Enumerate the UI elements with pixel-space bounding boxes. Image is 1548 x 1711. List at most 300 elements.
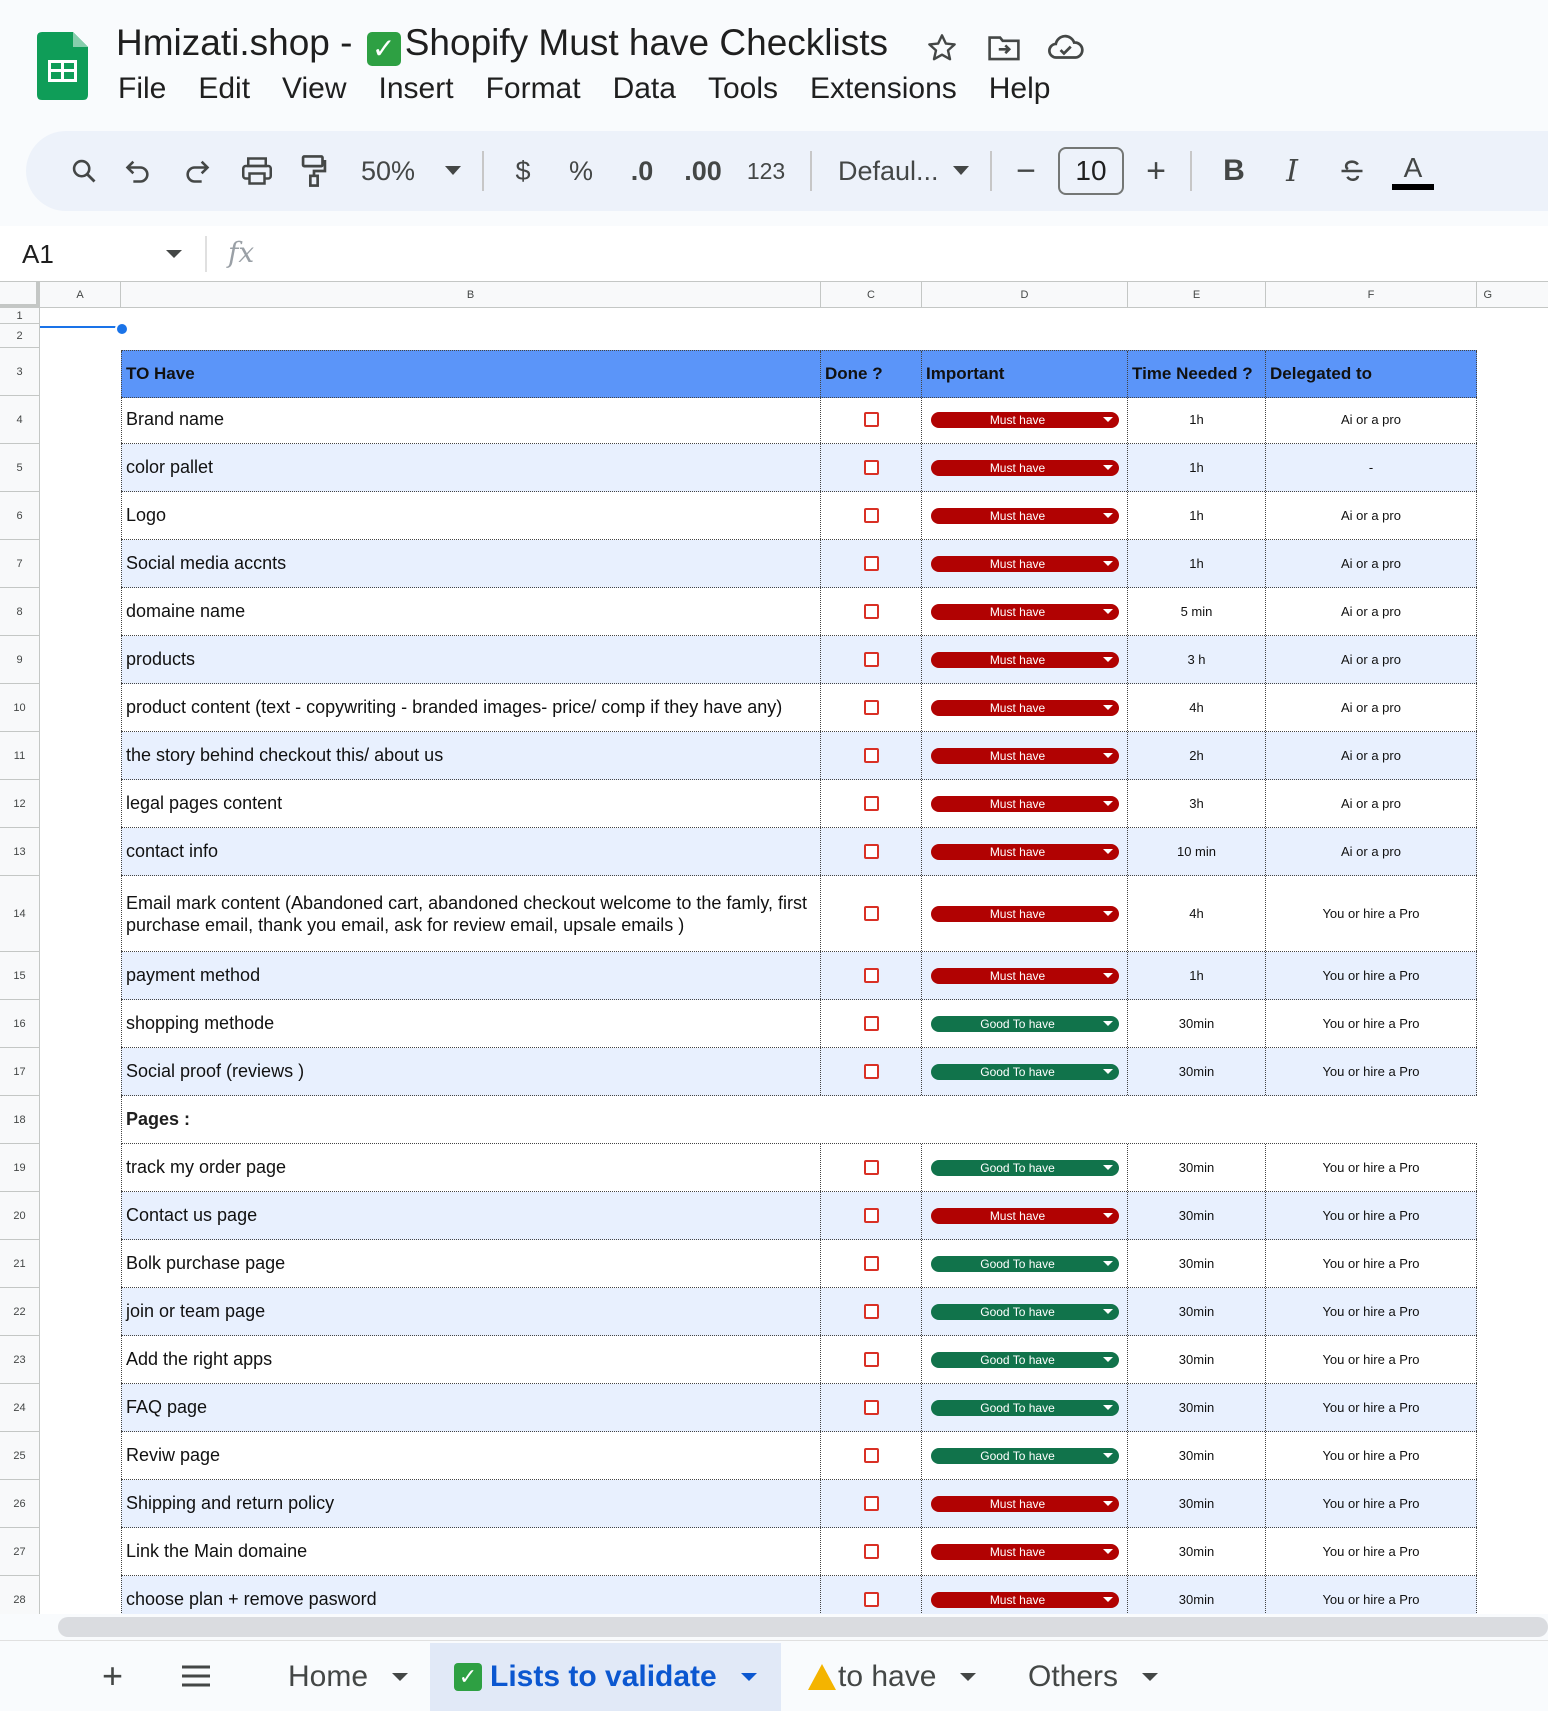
- menu-format[interactable]: Format: [485, 72, 581, 105]
- done-cell[interactable]: [821, 540, 922, 587]
- task-cell[interactable]: contact info: [121, 828, 821, 875]
- time-cell[interactable]: 1h: [1128, 396, 1266, 443]
- done-cell[interactable]: [821, 952, 922, 999]
- time-cell[interactable]: 30min: [1128, 1240, 1266, 1287]
- priority-cell[interactable]: [922, 444, 1128, 491]
- done-checkbox[interactable]: [864, 906, 879, 921]
- delegate-cell[interactable]: Ai or a pro: [1266, 780, 1477, 827]
- time-cell[interactable]: 1h: [1128, 492, 1266, 539]
- done-checkbox[interactable]: [864, 1400, 879, 1415]
- priority-chip[interactable]: [931, 1160, 1119, 1176]
- priority-chip[interactable]: [931, 1448, 1119, 1464]
- column-header-b[interactable]: B: [121, 282, 821, 308]
- name-box-dropdown-icon[interactable]: [166, 250, 182, 258]
- font-dropdown-icon[interactable]: [946, 147, 976, 195]
- task-cell[interactable]: color pallet: [121, 444, 821, 491]
- row-header[interactable]: 16: [0, 1000, 40, 1048]
- tab-to-have-label: to have: [838, 1660, 937, 1693]
- row-header[interactable]: 19: [0, 1144, 40, 1192]
- done-checkbox[interactable]: [864, 1352, 879, 1367]
- table-row: [121, 876, 1477, 952]
- toolbar-divider: [990, 151, 992, 191]
- paint-format-icon[interactable]: [290, 147, 338, 195]
- row-header[interactable]: 24: [0, 1384, 40, 1432]
- print-icon[interactable]: [224, 147, 290, 195]
- spreadsheet-grid[interactable]: [0, 282, 1548, 1614]
- task-cell[interactable]: Link the Main domaine: [121, 1528, 821, 1575]
- table-row: [121, 492, 1477, 540]
- time-cell[interactable]: 1h: [1128, 952, 1266, 999]
- delegate-cell[interactable]: You or hire a Pro: [1266, 1384, 1477, 1431]
- chevron-down-icon: [1103, 849, 1113, 854]
- priority-chip[interactable]: [931, 968, 1119, 984]
- priority-chip[interactable]: [931, 604, 1119, 620]
- time-cell[interactable]: 4h: [1128, 684, 1266, 731]
- row-header[interactable]: 22: [0, 1288, 40, 1336]
- all-sheets-menu-icon[interactable]: [180, 1655, 212, 1697]
- horizontal-scrollbar[interactable]: [58, 1617, 1548, 1637]
- priority-cell[interactable]: [922, 1576, 1128, 1614]
- done-cell[interactable]: [821, 780, 922, 827]
- column-header-d[interactable]: D: [922, 282, 1128, 308]
- task-cell[interactable]: Social proof (reviews ): [121, 1048, 821, 1095]
- priority-chip[interactable]: [931, 556, 1119, 572]
- done-cell[interactable]: [821, 444, 922, 491]
- delegate-cell[interactable]: You or hire a Pro: [1266, 1240, 1477, 1287]
- task-cell[interactable]: payment method: [121, 952, 821, 999]
- table-row: [121, 588, 1477, 636]
- strikethrough-icon[interactable]: [1322, 147, 1382, 195]
- redo-icon[interactable]: [170, 147, 224, 195]
- task-cell[interactable]: join or team page: [121, 1288, 821, 1335]
- delegate-cell[interactable]: Ai or a pro: [1266, 732, 1477, 779]
- row-header[interactable]: 23: [0, 1336, 40, 1384]
- time-cell[interactable]: 3h: [1128, 780, 1266, 827]
- done-checkbox[interactable]: [864, 1448, 879, 1463]
- formula-input[interactable]: [270, 234, 1530, 274]
- time-cell[interactable]: 30min: [1128, 1480, 1266, 1527]
- menu-view[interactable]: View: [282, 72, 347, 105]
- decrease-decimal-label: .0: [630, 155, 654, 186]
- decrease-font-size-button[interactable]: −: [1016, 151, 1036, 190]
- row-header[interactable]: 7: [0, 540, 40, 588]
- task-cell[interactable]: legal pages content: [121, 780, 821, 827]
- currency-format-button[interactable]: $: [515, 155, 531, 186]
- delegate-cell[interactable]: Ai or a pro: [1266, 588, 1477, 635]
- priority-label: Good To have: [980, 1256, 1055, 1271]
- row-header[interactable]: 2: [0, 324, 40, 348]
- chevron-down-icon: [1103, 1453, 1113, 1458]
- priority-label: Must have: [989, 748, 1046, 763]
- task-cell[interactable]: Brand name: [121, 396, 821, 443]
- priority-cell[interactable]: [922, 732, 1128, 779]
- priority-label: Must have: [989, 700, 1046, 715]
- task-cell[interactable]: track my order page: [121, 1144, 821, 1191]
- row-header[interactable]: 21: [0, 1240, 40, 1288]
- priority-chip[interactable]: [931, 1352, 1119, 1368]
- priority-cell[interactable]: [922, 1480, 1128, 1527]
- done-checkbox[interactable]: [864, 1208, 879, 1223]
- done-cell[interactable]: [821, 828, 922, 875]
- time-cell[interactable]: 30min: [1128, 1000, 1266, 1047]
- time-cell[interactable]: 1h: [1128, 444, 1266, 491]
- row-header[interactable]: 14: [0, 876, 40, 952]
- row-header[interactable]: 20: [0, 1192, 40, 1240]
- done-cell[interactable]: [821, 1384, 922, 1431]
- done-checkbox[interactable]: [864, 604, 879, 619]
- italic-button[interactable]: I: [1286, 153, 1298, 189]
- time-cell[interactable]: 30min: [1128, 1528, 1266, 1575]
- priority-chip[interactable]: [931, 412, 1119, 428]
- delegate-cell[interactable]: You or hire a Pro: [1266, 1480, 1477, 1527]
- priority-chip[interactable]: [931, 1208, 1119, 1224]
- section-label-pages[interactable]: Pages :: [121, 1096, 1477, 1144]
- delegate-cell[interactable]: You or hire a Pro: [1266, 1336, 1477, 1383]
- done-checkbox[interactable]: [864, 652, 879, 667]
- time-cell[interactable]: 30min: [1128, 1432, 1266, 1479]
- time-cell[interactable]: 1h: [1128, 540, 1266, 587]
- done-cell[interactable]: [821, 1576, 922, 1614]
- delegate-cell[interactable]: -: [1266, 444, 1477, 491]
- done-checkbox[interactable]: [864, 508, 879, 523]
- chevron-down-icon: [1103, 417, 1113, 422]
- row-header[interactable]: 4: [0, 396, 40, 444]
- delegate-cell[interactable]: You or hire a Pro: [1266, 1144, 1477, 1191]
- task-cell[interactable]: Logo: [121, 492, 821, 539]
- header-time-needed[interactable]: Time Needed ?: [1128, 351, 1266, 397]
- priority-cell[interactable]: [922, 828, 1128, 875]
- row-header[interactable]: 9: [0, 636, 40, 684]
- priority-chip[interactable]: [931, 1304, 1119, 1320]
- search-icon[interactable]: [62, 147, 106, 195]
- time-cell[interactable]: 2h: [1128, 732, 1266, 779]
- row-header[interactable]: 12: [0, 780, 40, 828]
- task-cell[interactable]: FAQ page: [121, 1384, 821, 1431]
- priority-label: Must have: [989, 1592, 1046, 1607]
- menu-data[interactable]: Data: [612, 72, 676, 105]
- header-done[interactable]: Done ?: [821, 351, 922, 397]
- task-cell[interactable]: Add the right apps: [121, 1336, 821, 1383]
- delegate-cell[interactable]: Ai or a pro: [1266, 684, 1477, 731]
- done-cell[interactable]: [821, 1528, 922, 1575]
- done-cell[interactable]: [821, 636, 922, 683]
- increase-font-size-button[interactable]: +: [1146, 151, 1166, 190]
- sheets-logo-icon[interactable]: [37, 32, 88, 100]
- priority-cell[interactable]: [922, 636, 1128, 683]
- chevron-down-icon: [1103, 1261, 1113, 1266]
- done-checkbox[interactable]: [864, 1016, 879, 1031]
- done-cell[interactable]: [821, 588, 922, 635]
- menu-extensions[interactable]: Extensions: [810, 72, 957, 105]
- task-cell[interactable]: Contact us page: [121, 1192, 821, 1239]
- chevron-down-icon[interactable]: [1142, 1673, 1158, 1681]
- priority-chip[interactable]: [931, 1400, 1119, 1416]
- document-title[interactable]: [116, 22, 888, 66]
- done-checkbox[interactable]: [864, 796, 879, 811]
- column-header-f[interactable]: F: [1266, 282, 1477, 308]
- done-cell[interactable]: [821, 396, 922, 443]
- more-formats-button[interactable]: 123: [746, 157, 786, 184]
- delegate-cell[interactable]: You or hire a Pro: [1266, 876, 1477, 951]
- column-header-c[interactable]: C: [821, 282, 922, 308]
- toolbar-divider: [482, 151, 484, 191]
- time-cell[interactable]: 10 min: [1128, 828, 1266, 875]
- cloud-status-icon[interactable]: [1046, 28, 1086, 68]
- row-header[interactable]: 11: [0, 732, 40, 780]
- row-header[interactable]: 27: [0, 1528, 40, 1576]
- done-cell[interactable]: [821, 1240, 922, 1287]
- done-cell[interactable]: [821, 1480, 922, 1527]
- row-header[interactable]: 13: [0, 828, 40, 876]
- sheet-tabs-bar: [0, 1640, 1548, 1710]
- delegate-cell[interactable]: You or hire a Pro: [1266, 1576, 1477, 1614]
- percent-format-button[interactable]: %: [568, 155, 593, 186]
- row-header[interactable]: 18: [0, 1096, 40, 1144]
- priority-cell[interactable]: [922, 1144, 1128, 1191]
- priority-chip[interactable]: [931, 652, 1119, 668]
- text-color-button[interactable]: [1382, 147, 1444, 195]
- task-cell[interactable]: shopping methode: [121, 1000, 821, 1047]
- tab-lists-label: Lists to validate: [490, 1660, 717, 1693]
- done-cell[interactable]: [821, 876, 922, 951]
- name-box[interactable]: A1: [22, 239, 54, 269]
- priority-chip[interactable]: [931, 1544, 1119, 1560]
- priority-cell[interactable]: [922, 1048, 1128, 1095]
- delegate-cell[interactable]: You or hire a Pro: [1266, 1528, 1477, 1575]
- done-checkbox[interactable]: [864, 460, 879, 475]
- row-header[interactable]: 28: [0, 1576, 40, 1614]
- menu-help[interactable]: Help: [988, 72, 1051, 105]
- add-sheet-button[interactable]: +: [102, 1655, 124, 1696]
- priority-label: Good To have: [980, 1304, 1055, 1319]
- fill-handle[interactable]: [115, 322, 129, 336]
- column-header-e[interactable]: E: [1128, 282, 1266, 308]
- row-header[interactable]: 3: [0, 348, 40, 396]
- chevron-down-icon[interactable]: [741, 1673, 757, 1681]
- table-row: [121, 1480, 1477, 1528]
- done-checkbox[interactable]: [864, 1160, 879, 1175]
- zoom-value[interactable]: 50%: [360, 155, 416, 186]
- done-checkbox[interactable]: [864, 1256, 879, 1271]
- done-cell[interactable]: [821, 1432, 922, 1479]
- priority-chip[interactable]: [931, 460, 1119, 476]
- row-header[interactable]: 5: [0, 444, 40, 492]
- row-header[interactable]: 1: [0, 308, 40, 324]
- priority-cell[interactable]: [922, 1384, 1128, 1431]
- delegate-cell[interactable]: You or hire a Pro: [1266, 1288, 1477, 1335]
- title-bar: [0, 0, 1548, 128]
- priority-label: Must have: [989, 460, 1046, 475]
- column-header-a[interactable]: A: [40, 282, 121, 308]
- delegate-cell[interactable]: You or hire a Pro: [1266, 1048, 1477, 1095]
- bold-button[interactable]: B: [1223, 154, 1245, 187]
- font-size-input[interactable]: 10: [1058, 147, 1124, 195]
- delegate-cell[interactable]: Ai or a pro: [1266, 540, 1477, 587]
- task-cell[interactable]: Social media accnts: [121, 540, 821, 587]
- selected-cell-a1[interactable]: [40, 308, 121, 328]
- chevron-down-icon: [1103, 657, 1113, 662]
- chevron-down-icon: [1103, 561, 1113, 566]
- undo-icon[interactable]: [106, 147, 170, 195]
- delegate-cell[interactable]: Ai or a pro: [1266, 828, 1477, 875]
- check-mark-icon: ✓: [367, 32, 401, 66]
- done-checkbox[interactable]: [864, 1064, 879, 1079]
- menu-file[interactable]: File: [118, 72, 167, 105]
- tab-lists-to-validate[interactable]: [430, 1643, 781, 1711]
- done-checkbox[interactable]: [864, 700, 879, 715]
- row-header[interactable]: 15: [0, 952, 40, 1000]
- time-cell[interactable]: 30min: [1128, 1048, 1266, 1095]
- priority-cell[interactable]: [922, 396, 1128, 443]
- task-cell[interactable]: choose plan + remove pasword: [121, 1576, 821, 1614]
- task-cell[interactable]: Bolk purchase page: [121, 1240, 821, 1287]
- time-cell[interactable]: 30min: [1128, 1384, 1266, 1431]
- chevron-down-icon[interactable]: [392, 1673, 408, 1681]
- row-header[interactable]: 17: [0, 1048, 40, 1096]
- priority-cell[interactable]: [922, 1240, 1128, 1287]
- done-cell[interactable]: [821, 1192, 922, 1239]
- done-cell[interactable]: [821, 1144, 922, 1191]
- text-color-swatch: [1392, 184, 1434, 190]
- priority-cell[interactable]: [922, 1528, 1128, 1575]
- task-cell[interactable]: the story behind checkout this/ about us: [121, 732, 821, 779]
- menu-insert[interactable]: Insert: [378, 72, 454, 105]
- delegate-cell[interactable]: You or hire a Pro: [1266, 1000, 1477, 1047]
- priority-chip[interactable]: [931, 796, 1119, 812]
- row-header[interactable]: 25: [0, 1432, 40, 1480]
- priority-label: Must have: [989, 412, 1046, 427]
- done-checkbox[interactable]: [864, 1304, 879, 1319]
- priority-cell[interactable]: [922, 876, 1128, 951]
- time-cell[interactable]: 5 min: [1128, 588, 1266, 635]
- tab-home[interactable]: [264, 1643, 432, 1711]
- menu-edit[interactable]: Edit: [198, 72, 251, 105]
- delegate-cell[interactable]: You or hire a Pro: [1266, 952, 1477, 999]
- done-cell[interactable]: [821, 1336, 922, 1383]
- priority-cell[interactable]: [922, 540, 1128, 587]
- column-header-g[interactable]: G: [1477, 282, 1548, 308]
- priority-cell[interactable]: [922, 1288, 1128, 1335]
- time-cell[interactable]: 30min: [1128, 1144, 1266, 1191]
- row-header[interactable]: 6: [0, 492, 40, 540]
- time-cell[interactable]: 4h: [1128, 876, 1266, 951]
- delegate-cell[interactable]: Ai or a pro: [1266, 636, 1477, 683]
- priority-cell[interactable]: [922, 1432, 1128, 1479]
- decrease-decimal-button[interactable]: [614, 147, 670, 195]
- chevron-down-icon: [1103, 609, 1113, 614]
- text-color-label: A: [1403, 152, 1423, 183]
- delegate-cell[interactable]: Ai or a pro: [1266, 396, 1477, 443]
- priority-cell[interactable]: [922, 1192, 1128, 1239]
- done-checkbox[interactable]: [864, 748, 879, 763]
- done-checkbox[interactable]: [864, 968, 879, 983]
- time-cell[interactable]: 30min: [1128, 1576, 1266, 1614]
- header-to-have[interactable]: TO Have: [121, 351, 821, 397]
- priority-cell[interactable]: [922, 780, 1128, 827]
- priority-chip[interactable]: [931, 1016, 1119, 1032]
- task-cell[interactable]: Email mark content (Abandoned cart, abandoned checkout welcome to the famly, first purchase email, thank you email, ask for review email, upsale emails ): [121, 876, 821, 951]
- done-cell[interactable]: [821, 684, 922, 731]
- priority-chip[interactable]: [931, 1064, 1119, 1080]
- priority-chip[interactable]: [931, 1256, 1119, 1272]
- done-checkbox[interactable]: [864, 844, 879, 859]
- header-delegated-to[interactable]: Delegated to: [1266, 351, 1477, 397]
- done-cell[interactable]: [821, 1000, 922, 1047]
- priority-label: Must have: [989, 968, 1046, 983]
- chevron-down-icon: [1103, 1165, 1113, 1170]
- select-all-corner[interactable]: [0, 282, 40, 308]
- tab-others[interactable]: [1004, 1643, 1182, 1711]
- chevron-down-icon: [1103, 513, 1113, 518]
- priority-chip[interactable]: [931, 700, 1119, 716]
- delegate-cell[interactable]: Ai or a pro: [1266, 492, 1477, 539]
- priority-chip[interactable]: [931, 1592, 1119, 1608]
- done-checkbox[interactable]: [864, 1544, 879, 1559]
- row-header[interactable]: 26: [0, 1480, 40, 1528]
- time-cell[interactable]: 30min: [1128, 1336, 1266, 1383]
- task-cell[interactable]: products: [121, 636, 821, 683]
- done-checkbox[interactable]: [864, 412, 879, 427]
- priority-chip[interactable]: [931, 906, 1119, 922]
- row-header[interactable]: 10: [0, 684, 40, 732]
- priority-cell[interactable]: [922, 952, 1128, 999]
- delegate-cell[interactable]: You or hire a Pro: [1266, 1432, 1477, 1479]
- task-cell[interactable]: domaine name: [121, 588, 821, 635]
- chevron-down-icon: [1103, 1549, 1113, 1554]
- done-cell[interactable]: [821, 1048, 922, 1095]
- row-header[interactable]: 8: [0, 588, 40, 636]
- priority-cell[interactable]: [922, 1336, 1128, 1383]
- done-checkbox[interactable]: [864, 1496, 879, 1511]
- toolbar: [26, 131, 1548, 211]
- priority-cell[interactable]: [922, 684, 1128, 731]
- time-cell[interactable]: 30min: [1128, 1288, 1266, 1335]
- tab-to-have[interactable]: [784, 1643, 1000, 1711]
- priority-label: Good To have: [980, 1160, 1055, 1175]
- time-cell[interactable]: 30min: [1128, 1192, 1266, 1239]
- priority-cell[interactable]: [922, 492, 1128, 539]
- font-family-select[interactable]: Defaul...: [838, 155, 939, 186]
- menu-tools[interactable]: Tools: [707, 72, 778, 105]
- done-cell[interactable]: [821, 732, 922, 779]
- header-important[interactable]: Important: [922, 351, 1128, 397]
- zoom-dropdown-icon[interactable]: [438, 147, 468, 195]
- star-icon[interactable]: [922, 28, 962, 68]
- task-cell[interactable]: Shipping and return policy: [121, 1480, 821, 1527]
- priority-chip[interactable]: [931, 1496, 1119, 1512]
- tab-home-label: Home: [288, 1660, 369, 1693]
- task-cell[interactable]: product content (text - copywriting - branded images- price/ comp if they have any): [121, 684, 821, 731]
- priority-cell[interactable]: [922, 1000, 1128, 1047]
- priority-chip[interactable]: [931, 748, 1119, 764]
- move-to-folder-icon[interactable]: [984, 28, 1024, 68]
- delegate-cell[interactable]: You or hire a Pro: [1266, 1192, 1477, 1239]
- priority-label: Must have: [989, 508, 1046, 523]
- chevron-down-icon[interactable]: [960, 1673, 976, 1681]
- priority-chip[interactable]: [931, 844, 1119, 860]
- task-cell[interactable]: Reviw page: [121, 1432, 821, 1479]
- formula-bar: [0, 226, 1548, 282]
- priority-cell[interactable]: [922, 588, 1128, 635]
- increase-decimal-button[interactable]: [670, 147, 736, 195]
- time-cell[interactable]: 3 h: [1128, 636, 1266, 683]
- chevron-down-icon: [1103, 1597, 1113, 1602]
- done-checkbox[interactable]: [864, 556, 879, 571]
- done-cell[interactable]: [821, 492, 922, 539]
- priority-chip[interactable]: [931, 508, 1119, 524]
- done-checkbox[interactable]: [864, 1592, 879, 1607]
- done-cell[interactable]: [821, 1288, 922, 1335]
